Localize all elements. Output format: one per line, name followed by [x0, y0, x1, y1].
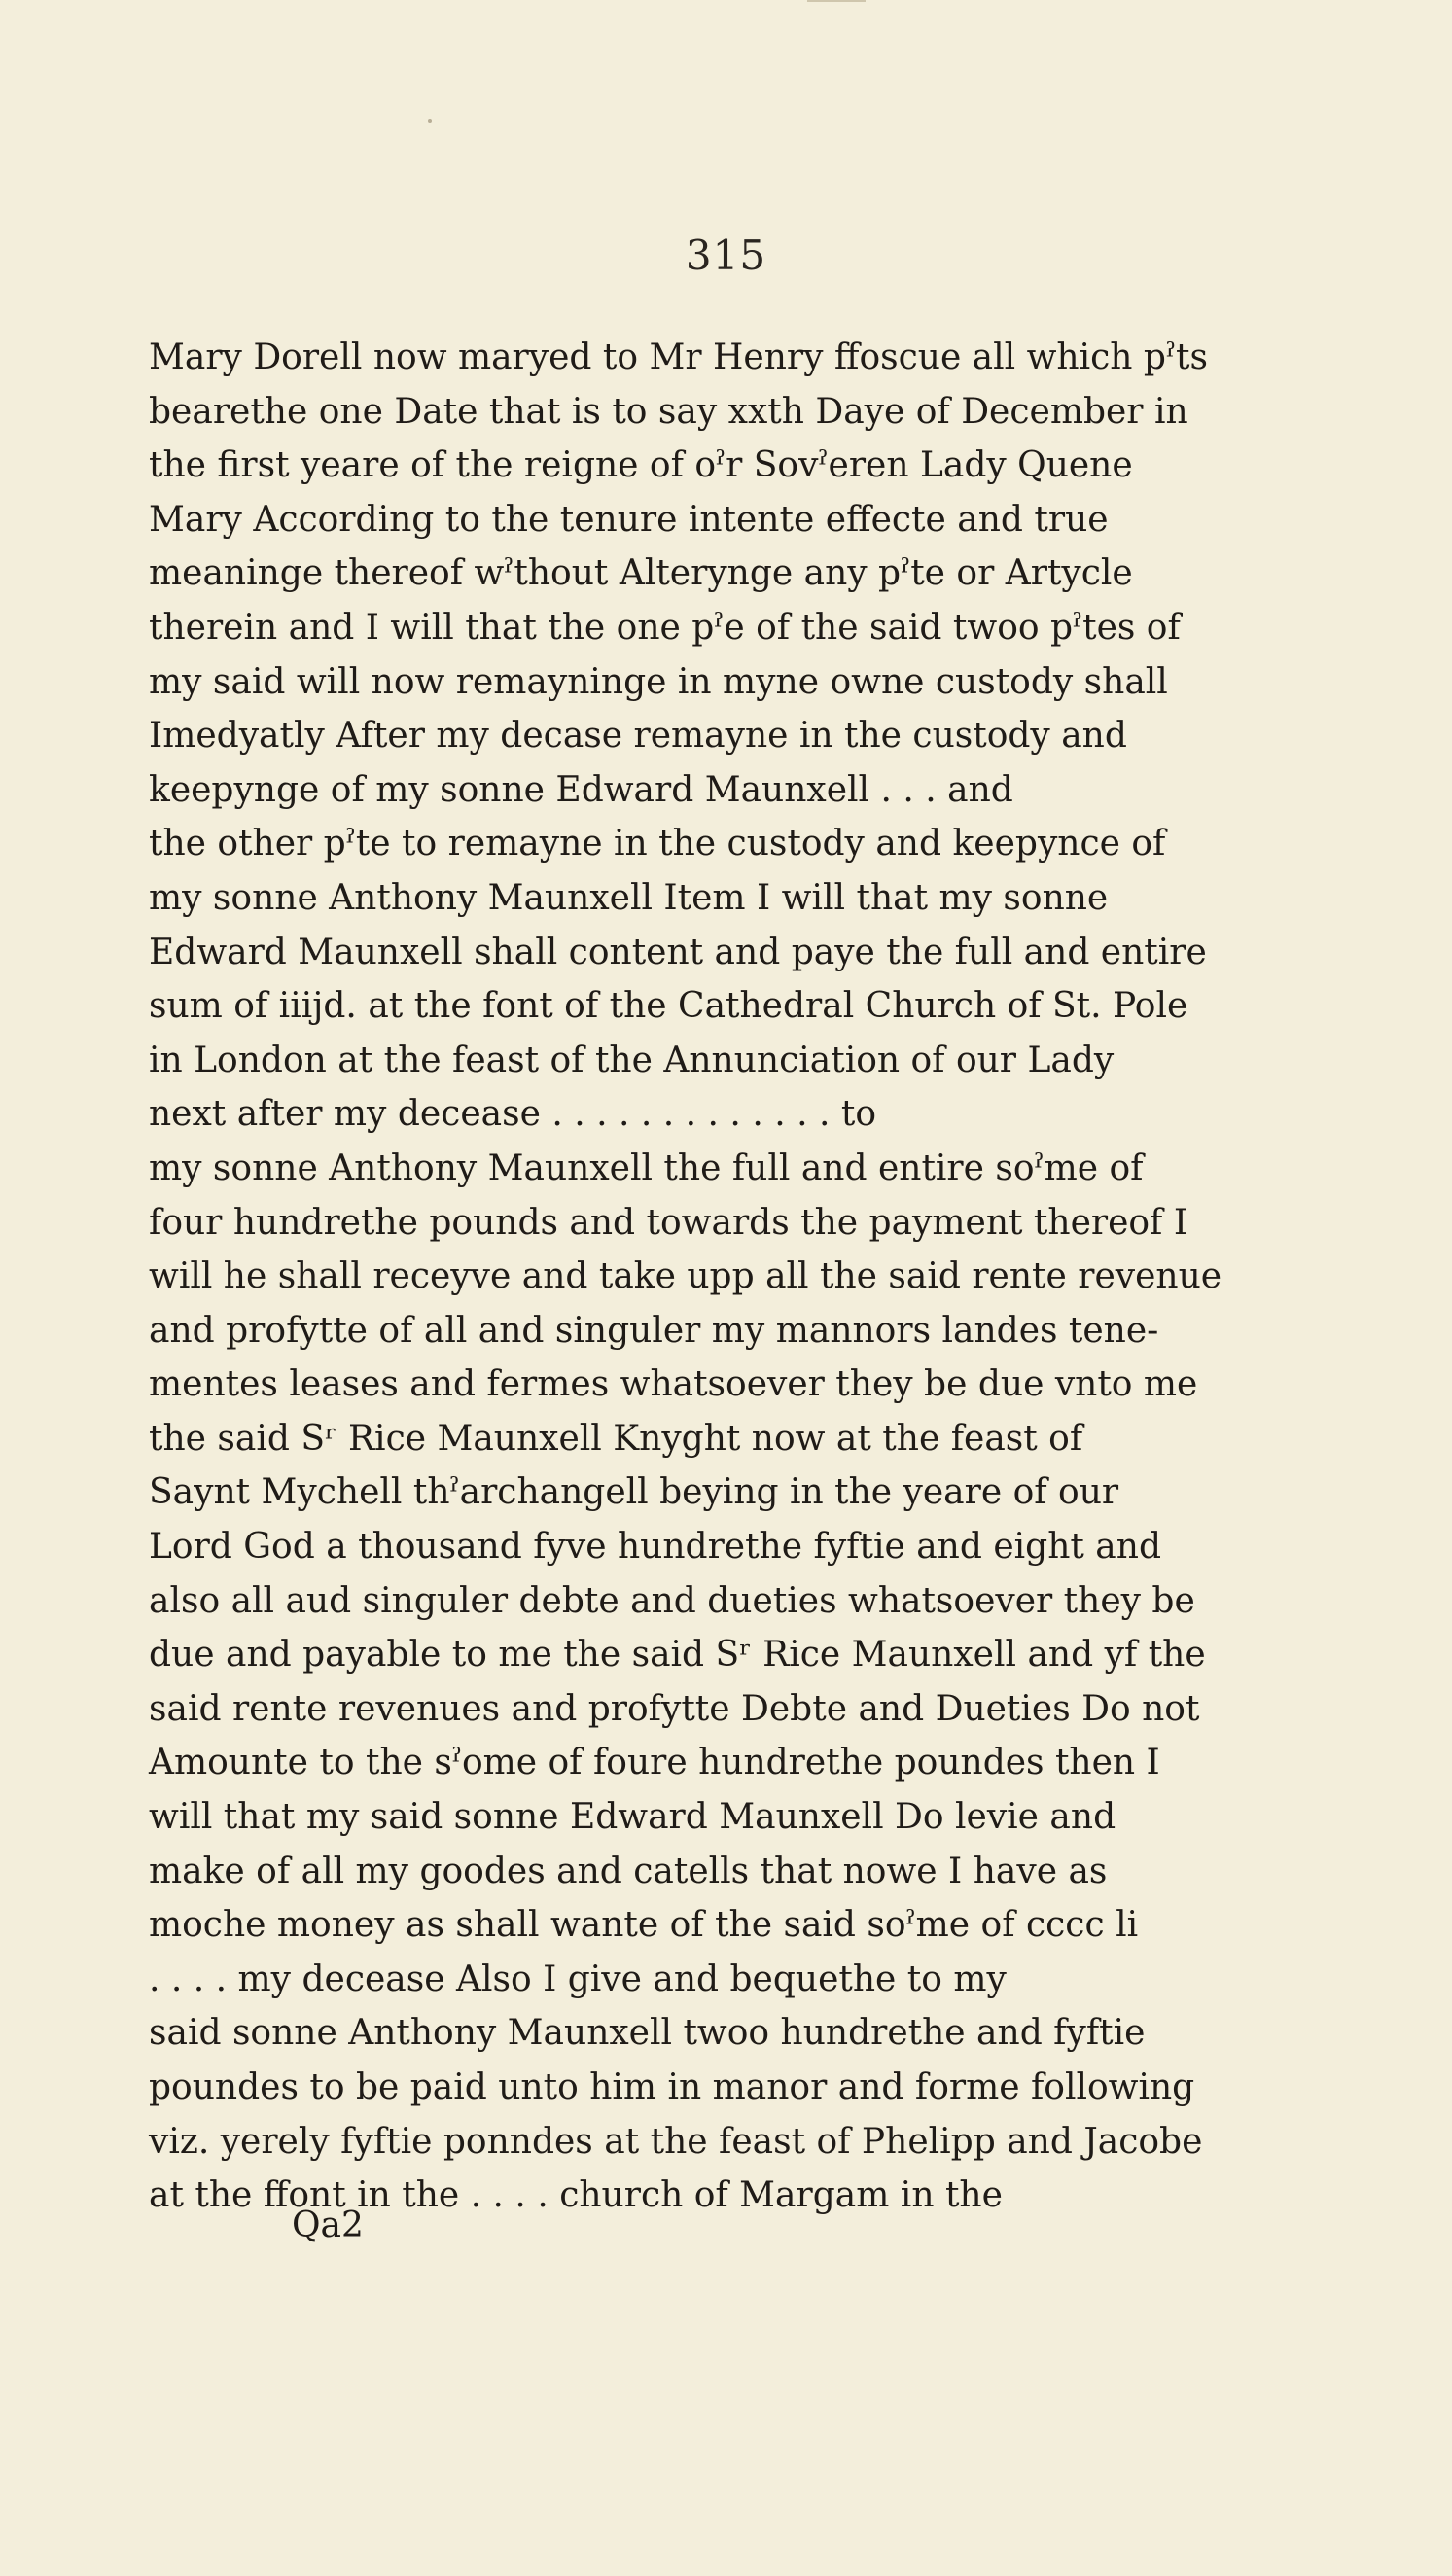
- text-line: my said will now remayninge in myne owne custody shall: [149, 661, 1168, 702]
- text-line: will he shall receyve and take upp all the said rente revenue: [149, 1256, 1222, 1297]
- text-line: my sonne Anthony Maunxell Item I will that my sonne: [149, 877, 1109, 918]
- paper-speck: [428, 119, 432, 123]
- text-line: will that my said sonne Edward Maunxell Do levie and: [149, 1797, 1116, 1838]
- text-line: Mary Dorell now maryed to Mr Henry ffoscue all which pˀts: [149, 337, 1208, 377]
- text-line: sum of iiijd. at the font of the Cathedral Church of St. Pole: [149, 986, 1188, 1027]
- text-line: moche money as shall wante of the said soˀme of cccc li: [149, 1905, 1139, 1946]
- text-line: keepynge of my sonne Edward Maunxell . . . and: [149, 769, 1013, 810]
- text-line: . . . . my decease Also I give and bequethe to my: [149, 1958, 1007, 1999]
- text-line: due and payable to me the said Sʳ Rice Maunxell and yf the: [149, 1635, 1206, 1676]
- text-line: meaninge thereof wˀthout Alterynge any pˀte or Artycle: [149, 553, 1133, 594]
- text-line: next after my decease . . . . . . . . . . . . . to: [149, 1094, 877, 1135]
- text-line: said sonne Anthony Maunxell twoo hundrethe and fyftie: [149, 2013, 1146, 2054]
- text-line: Imedyatly After my decase remayne in the custody and: [149, 716, 1127, 757]
- signature-mark: Qa2: [292, 2205, 364, 2245]
- text-line: four hundrethe pounds and towards the payment thereof I: [149, 1202, 1188, 1243]
- text-line: make of all my goodes and catells that nowe I have as: [149, 1851, 1108, 1891]
- text-line: the first yeare of the reigne of oˀr Sovˀeren Lady Quene: [149, 445, 1133, 486]
- page-number: 315: [685, 231, 767, 279]
- text-line: Lord God a thousand fyve hundrethe fyftie and eight and: [149, 1527, 1161, 1568]
- text-line: viz. yerely fyftie ponndes at the feast of Phelipp and Jacobe: [149, 2121, 1203, 2162]
- text-line: also all aud singuler debte and dueties whatsoever they be: [149, 1580, 1195, 1621]
- text-line: Amounte to the sˀome of foure hundrethe poundes then I: [149, 1743, 1160, 1783]
- text-line: at the ffont in the . . . . church of Margam in the: [149, 2175, 1003, 2216]
- text-line: bearethe one Date that is to say xxth Daye of December in: [149, 391, 1188, 432]
- text-line: the other pˀte to remayne in the custody and keepynce of: [149, 824, 1166, 865]
- page-edge-mark: [807, 0, 866, 2]
- text-line: said rente revenues and profytte Debte and Dueties Do not: [149, 1688, 1200, 1729]
- text-line: Edward Maunxell shall content and paye the full and entire: [149, 932, 1207, 972]
- text-line: poundes to be paid unto him in manor and forme following: [149, 2067, 1195, 2107]
- text-line: mentes leases and fermes whatsoever they be due vnto me: [149, 1364, 1198, 1405]
- text-line: my sonne Anthony Maunxell the full and entire soˀme of: [149, 1147, 1144, 1188]
- body-text: [149, 331, 1277, 2223]
- text-line: Mary According to the tenure intente effecte and true: [149, 499, 1109, 540]
- text-line: the said Sʳ Rice Maunxell Knyght now at the feast of: [149, 1418, 1083, 1459]
- text-line: and profytte of all and singuler my mannors landes tene-: [149, 1310, 1159, 1351]
- text-line: therein and I will that the one pˀe of the said twoo pˀtes of: [149, 607, 1181, 648]
- text-line: in London at the feast of the Annunciation of our Lady: [149, 1040, 1115, 1080]
- text-line: Saynt Mychell thˀarchangell beying in the yeare of our: [149, 1472, 1119, 1513]
